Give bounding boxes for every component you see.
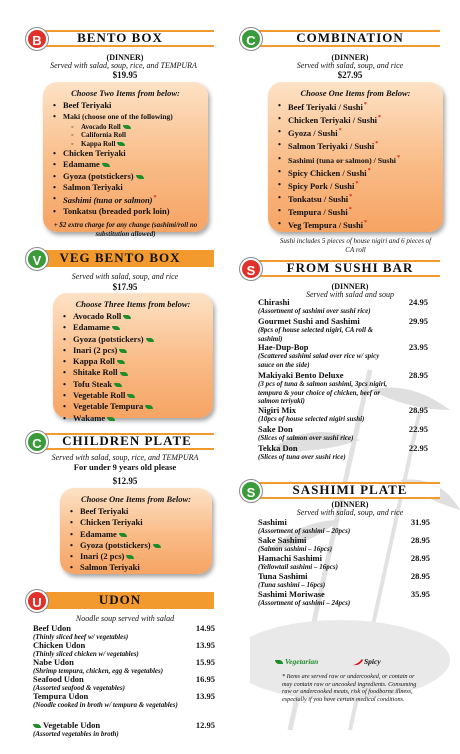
combination-dinner: (DINNER) [331, 53, 369, 62]
list-item: • Salmon Teriyaki / Sushi* [276, 139, 435, 152]
legend-vegetarian: Vegetarian [275, 657, 318, 666]
list-item: • Sashimi (tuna or salmon) / Sushi* [276, 153, 435, 166]
item-description: (Thinly sliced chicken w/ vegetables) [33, 650, 139, 658]
item-description: (Assortment of sashimi over sushi rice) [258, 307, 371, 315]
bento-header [26, 28, 214, 50]
chili-pepper-icon [352, 658, 364, 666]
item-name: Makiyaki Bento Deluxe [258, 370, 344, 380]
sushi-bar-header [240, 258, 440, 280]
item-name: Sake Don [258, 424, 293, 434]
disclaimer-text: * Items are served raw or undercooked, or contain or may contain raw or uncooked ingredients. Consuming raw or undercooked meats, risk of foodborne illness, especially if you have certain medical conditions. [282, 673, 417, 703]
item-name: Gourmet Sushi and Sashimi [258, 316, 360, 326]
item-price: 29.95 [408, 316, 428, 326]
menu-row [258, 316, 428, 343]
vegetarian-leaf-icon [275, 660, 283, 664]
item-price: 13.95 [195, 640, 215, 650]
vegetarian-leaf-icon [33, 724, 41, 728]
list-item: • Gyoza / Sushi* [276, 126, 435, 139]
combination-title: COMBINATION [296, 30, 404, 45]
item-price: 23.95 [408, 342, 428, 352]
combination-price: $27.95 [337, 70, 363, 80]
vegetarian-leaf-icon [102, 163, 110, 167]
item-description: (Assortment of sashimi – 20pcs) [258, 527, 351, 535]
vegetarian-leaf-icon [107, 417, 115, 421]
item-name: Hae-Dup-Bop [258, 342, 309, 352]
menu-row [33, 674, 215, 693]
list-item: • Gyoza (potstickers) [51, 171, 200, 182]
item-description: (Salmon sashimi – 16pcs) [258, 545, 333, 553]
menu-row [33, 640, 215, 659]
list-item: ◦ California Roll [51, 131, 200, 140]
list-item: • Beef Teriyaki [51, 100, 200, 111]
item-price: 28.95 [408, 405, 428, 415]
item-name: Sashimi [258, 517, 287, 527]
menu-row [33, 691, 215, 710]
vegetarian-leaf-icon [117, 142, 125, 146]
item-price: 28.95 [408, 370, 428, 380]
vegetarian-leaf-icon [123, 315, 131, 319]
item-name: Hamachi Sashimi [258, 553, 322, 563]
item-name: Vegetable Udon [43, 720, 101, 730]
item-price: 12.95 [195, 720, 215, 730]
veg-bento-price: $17.95 [112, 282, 138, 292]
item-name: Chirashi [258, 297, 290, 307]
list-item: • Inari (2 pcs) [61, 345, 205, 356]
vegetarian-leaf-icon [119, 533, 127, 537]
list-item: • Spicy Pork / Sushi* [276, 179, 435, 192]
item-name: Seafood Udon [33, 674, 84, 684]
children-served: Served with salad, soup, rice, and TEMPURA [51, 453, 199, 462]
list-item: • Vegetable Roll [61, 390, 205, 401]
item-description: (Assorted seafood & vegetables) [33, 684, 125, 692]
item-price: 28.95 [410, 535, 430, 545]
item-price: 13.95 [195, 691, 215, 701]
menu-row [33, 657, 215, 676]
menu-row [258, 553, 430, 572]
list-item: ◦ Avocado Roll [51, 123, 200, 132]
menu-row [258, 424, 428, 443]
list-item: • Edamame [51, 159, 200, 170]
item-name: Beef Udon [33, 623, 72, 633]
children-price: $12.95 [112, 476, 138, 486]
vegetarian-leaf-icon [123, 125, 131, 129]
menu-row [258, 342, 428, 369]
list-item: • Spicy Chicken / Sushi* [276, 166, 435, 179]
sushi-bar-dinner: (DINNER) [331, 282, 369, 291]
vegetarian-leaf-icon [136, 175, 144, 179]
list-item: • Maki (choose one of the following) [51, 111, 200, 122]
menu-row [258, 535, 430, 554]
bento-title: BENTO BOX [77, 30, 163, 45]
item-description: (Shrimp tempura, chicken, egg & vegetables) [33, 667, 164, 675]
list-item: • Gyoza (potstickers) [68, 540, 204, 551]
item-price: 16.95 [195, 674, 215, 684]
veg-bento-served: Served with salad, soup, and rice [71, 272, 179, 281]
combination-note: Sushi includes 5 pieces of house nigiri and 6 pieces of CA roll [279, 237, 432, 255]
list-item: • Tempura / Sushi* [276, 205, 435, 218]
bento-badge-icon: B [26, 28, 48, 50]
combination-choice-box [268, 82, 443, 255]
veg-bento-header [26, 248, 214, 270]
menu-row [258, 443, 428, 462]
children-title: CHILDREN PLATE [62, 433, 192, 448]
list-item: • Gyoza (potstickers) [61, 334, 205, 345]
list-item: • Tonkatsu / Sushi* [276, 192, 435, 205]
vegetarian-leaf-icon [127, 394, 135, 398]
item-price: 22.95 [408, 443, 428, 453]
list-item: • Avocado Roll [61, 311, 205, 322]
menu-row [258, 405, 428, 424]
sashimi-badge-icon: S [240, 480, 262, 502]
udon-badge-icon: U [26, 590, 48, 612]
item-price: 28.95 [410, 571, 430, 581]
box-heading: Choose Two Items from below: [71, 88, 180, 98]
list-item: ◦ Kappa Roll [51, 140, 200, 149]
vegetarian-leaf-icon [145, 405, 153, 409]
item-description: (Noodle cooked in broth w/ tempura & vegetables) [33, 701, 178, 709]
list-item: • Tonkatsu (breaded pork loin) [51, 206, 200, 217]
list-item: • Edamame [68, 529, 204, 540]
box-heading: Choose Three Items from below: [75, 299, 191, 309]
vegetarian-leaf-icon [146, 338, 154, 342]
list-item: • Inari (2 pcs) [68, 551, 204, 562]
vegetarian-leaf-icon [117, 360, 125, 364]
item-name: Nigiri Mix [258, 405, 297, 415]
item-price: 22.95 [408, 424, 428, 434]
combination-served: Served with salad, soup, and rice [296, 61, 404, 70]
menu-row [33, 623, 215, 642]
veg-badge-icon: V [26, 248, 48, 270]
sushi-bar-served: Served with salad and soup [306, 290, 394, 299]
box-heading: Choose One Items from Below: [300, 88, 411, 98]
item-description: (Scattered sashimi salad over rice w/ spicy sauce on the side) [258, 352, 380, 369]
vegetarian-leaf-icon [114, 383, 122, 387]
item-price: 15.95 [195, 657, 215, 667]
list-item: • Veg Tempura / Sushi* [276, 218, 435, 231]
vegetarian-leaf-icon [120, 372, 128, 376]
list-item: • Shitake Roll [61, 367, 205, 378]
list-item: • Salmon Teriyaki [68, 562, 204, 573]
combination-header [240, 28, 440, 50]
menu-row [33, 720, 215, 739]
bento-price: $19.95 [112, 70, 138, 80]
item-description: (Yellowtail sashimi – 16pcs) [258, 563, 338, 571]
menu-row [258, 517, 430, 536]
item-name: Tempura Udon [33, 691, 89, 701]
list-item: • Tofu Steak [61, 379, 205, 390]
children-choice-box [60, 488, 212, 574]
sushi-bar-title: FROM SUSHI BAR [286, 260, 414, 275]
item-name: Tuna Sashimi [258, 571, 308, 581]
veg-bento-title: VEG BENTO BOX [59, 250, 181, 265]
bento-served: Served with salad, soup, rice, and TEMPURA [50, 61, 197, 70]
children-age-note: For under 9 years old please [73, 462, 177, 472]
item-price: 31.95 [410, 517, 430, 527]
sushi-bar-badge-icon: S [240, 258, 262, 280]
bento-choice-box [43, 82, 208, 238]
combination-badge-icon: C [240, 28, 262, 50]
item-description: (10pcs of house selected nigiri sushi) [258, 415, 365, 423]
children-header [26, 431, 214, 453]
item-price: 24.95 [408, 297, 428, 307]
item-name: Sake Sashimi [258, 535, 307, 545]
list-item: • Beef Teriyaki [68, 506, 204, 517]
list-item: • Salmon Teriyaki [51, 182, 200, 193]
sashimi-served: Served with salad, soup, and rice [296, 508, 404, 517]
bento-note: + $2 extra charge for any change (sashimi/roll no substitution allowed) [53, 220, 198, 238]
item-description: (8pcs of house selected nigiri, CA roll & sashimi) [258, 326, 374, 343]
list-item: • Kappa Roll [61, 356, 205, 367]
item-description: (Assortment of sashimi – 24pcs) [258, 599, 351, 607]
list-item: • Chicken Teriyaki / Sushi* [276, 113, 435, 126]
sashimi-title: SASHIMI PLATE [292, 482, 408, 497]
bento-dinner: (DINNER) [106, 53, 144, 62]
list-item: • Beef Teriyaki / Sushi* [276, 100, 435, 113]
legend-spicy: Spicy [352, 657, 381, 666]
menu-row [258, 589, 430, 608]
item-name: Tekka Don [258, 443, 298, 453]
list-item: • Sashimi (tuna or salmon)* [51, 193, 200, 206]
menu-row [258, 370, 428, 406]
list-item: • Wakame [61, 413, 205, 424]
box-heading: Choose One Items from Below: [80, 494, 192, 504]
sashimi-header [240, 480, 440, 502]
list-item: • Chicken Teriyaki [68, 517, 204, 528]
item-name: Nabe Udon [33, 657, 74, 667]
menu-row [258, 297, 428, 316]
menu-row [258, 571, 430, 590]
list-item: • Edamame [61, 322, 205, 333]
item-description: (Assorted vegetables in broth) [33, 730, 119, 738]
item-price: 14.95 [195, 623, 215, 633]
item-description: (Slices of salmon over sushi rice) [258, 434, 354, 442]
item-description: (Thinly sliced beef w/ vegetables) [33, 633, 129, 641]
item-price: 28.95 [410, 553, 430, 563]
item-description: (Slices of tuna over sushi rice) [258, 453, 346, 461]
list-item: • Chicken Teriyaki [51, 148, 200, 159]
udon-served: Noodle soup served with salad [75, 614, 175, 623]
udon-header [26, 590, 214, 612]
veg-bento-choice-box [53, 293, 213, 423]
vegetarian-leaf-icon [112, 326, 120, 330]
sashimi-dinner: (DINNER) [331, 500, 369, 509]
item-name: Sashimi Moriwase [258, 589, 325, 599]
list-item: • Vegetable Tempura [61, 401, 205, 412]
item-description: (Tuna sashimi – 16pcs) [258, 581, 326, 589]
vegetarian-leaf-icon [126, 555, 134, 559]
item-name: Chicken Udon [33, 640, 86, 650]
children-badge-icon: C [26, 431, 48, 453]
udon-title: UDON [98, 592, 142, 607]
item-description: (3 pcs of tuna & salmon sashimi, 3pcs nigiri, tempura & your choice of chicken, beef or salmon teriyaki) [258, 380, 388, 405]
vegetarian-leaf-icon [153, 544, 161, 548]
item-price: 35.95 [410, 589, 430, 599]
vegetarian-leaf-icon [119, 349, 127, 353]
